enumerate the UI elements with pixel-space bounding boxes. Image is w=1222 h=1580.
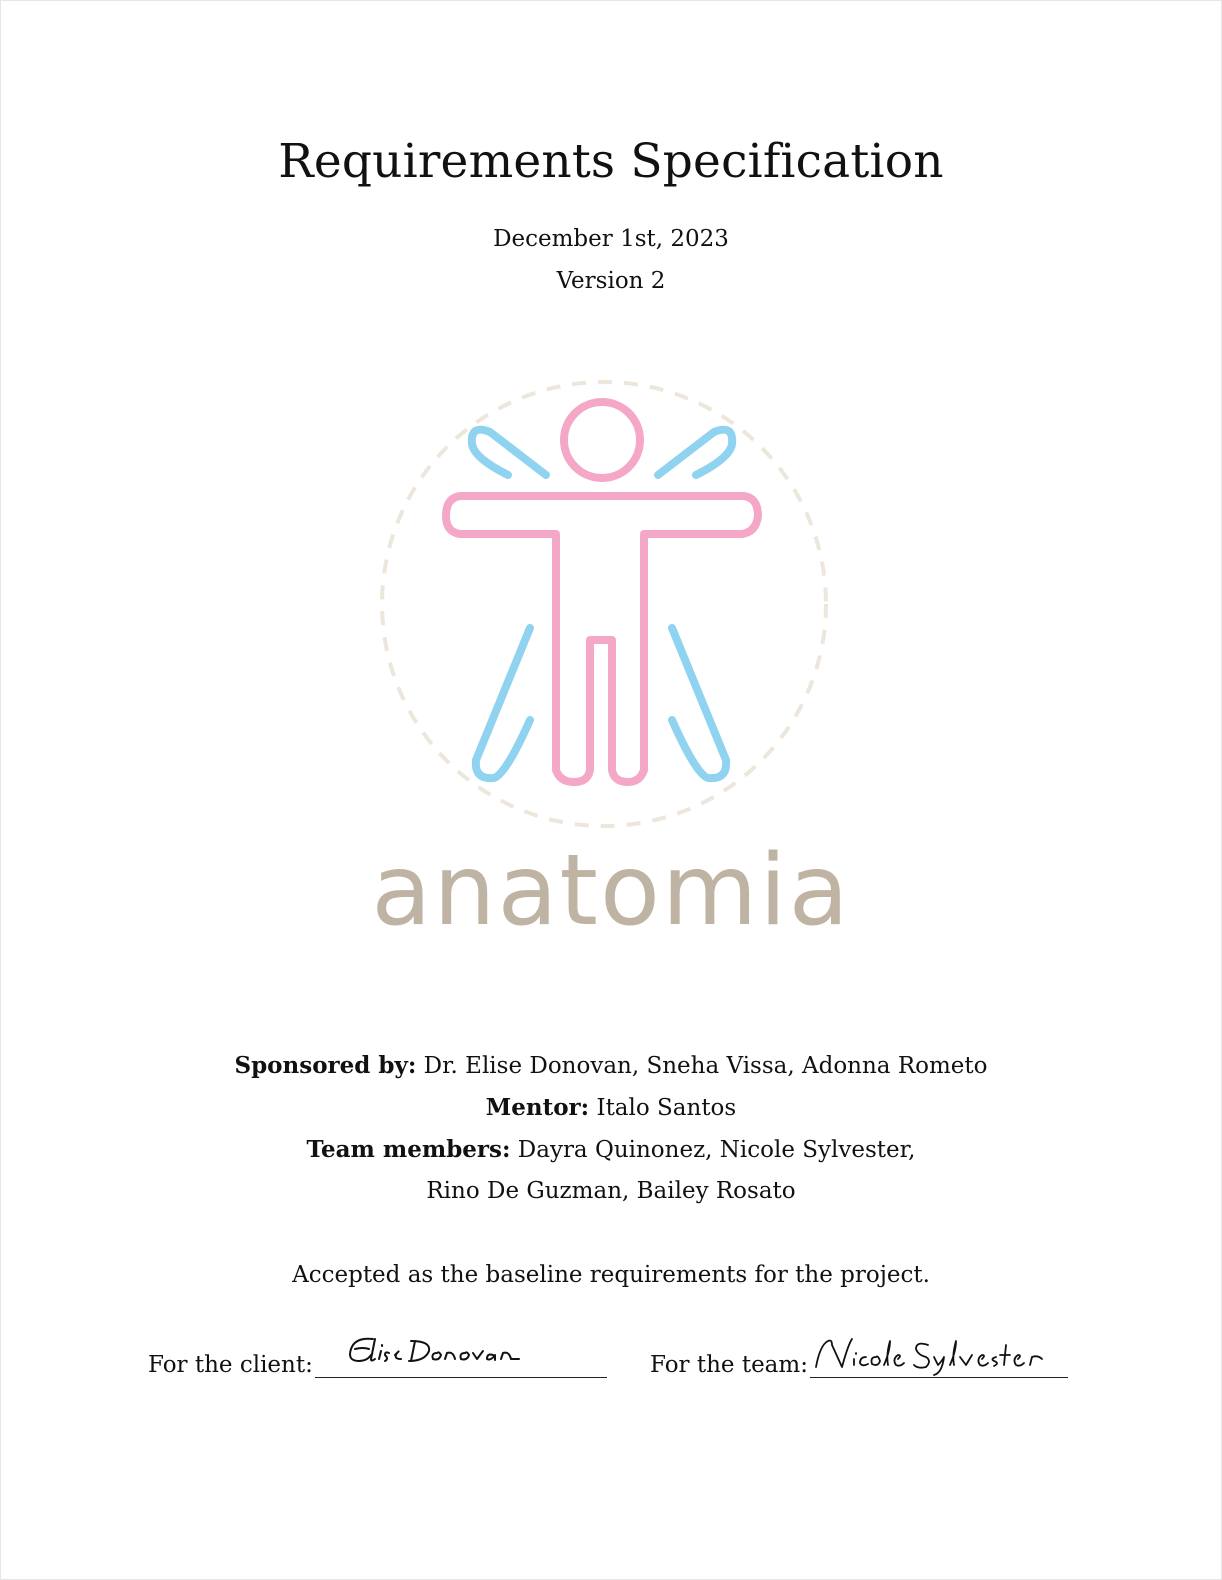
logo-dashed-ring	[382, 382, 826, 826]
team-signature	[810, 1331, 1068, 1377]
team-value-line2: Rino De Guzman, Bailey Rosato	[426, 1178, 796, 1204]
logo-raised-arm-right	[658, 430, 732, 475]
team-signature-line	[810, 1331, 1068, 1378]
document-date: December 1st, 2023	[493, 226, 729, 252]
logo-spread-leg-left	[476, 628, 530, 778]
team-line	[0, 1136, 1222, 1163]
client-signature-label: For the client:	[148, 1352, 313, 1378]
sponsored-value: Dr. Elise Donovan, Sneha Vissa, Adonna Rometo	[416, 1053, 988, 1079]
logo-head	[564, 402, 640, 478]
client-signature	[315, 1331, 607, 1377]
document-version: Version 2	[556, 268, 666, 294]
logo-spread-leg-right	[672, 628, 726, 778]
team-label: Team members:	[306, 1136, 511, 1163]
team-signature-label: For the team:	[650, 1352, 808, 1378]
team-signature-block	[650, 1322, 1068, 1378]
logo-wordmark: anatomia	[371, 834, 851, 948]
team-line-2	[0, 1178, 1222, 1204]
document-title: Requirements Specification	[278, 134, 944, 189]
mentor-value: Italo Santos	[589, 1095, 737, 1121]
mentor-label: Mentor:	[485, 1094, 590, 1121]
mentor-line	[0, 1094, 1222, 1121]
logo-body	[446, 496, 758, 782]
client-signature-block	[148, 1322, 607, 1378]
client-signature-line	[315, 1331, 607, 1378]
logo-raised-arm-left	[472, 430, 546, 475]
acceptance-statement: Accepted as the baseline requirements for the project.	[292, 1262, 930, 1288]
sponsored-label: Sponsored by:	[234, 1052, 417, 1079]
anatomia-logo-icon	[378, 378, 830, 830]
team-value-line1: Dayra Quinonez, Nicole Sylvester,	[510, 1137, 916, 1163]
sponsored-line	[0, 1052, 1222, 1079]
